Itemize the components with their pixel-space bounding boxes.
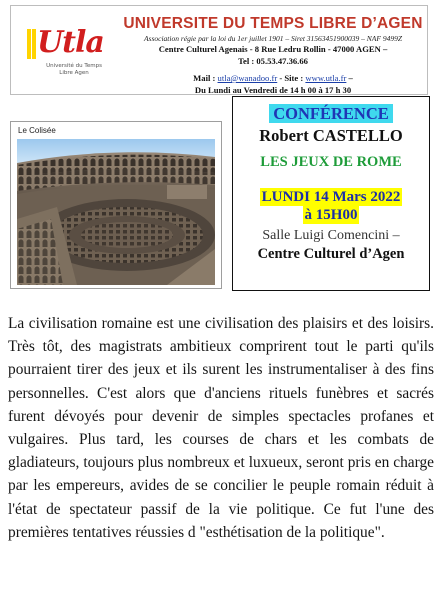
site-suffix: – bbox=[346, 73, 353, 83]
conference-title: LES JEUX DE ROME bbox=[260, 154, 402, 170]
conference-date: LUNDI 14 Mars 2022 bbox=[261, 189, 401, 205]
conference-box bbox=[232, 96, 430, 291]
description-paragraph: La civilisation romaine est une civilisation des plaisirs et des loisirs. Très tôt, des magistrats ambitieux comprirent tout le parti qu'ils pourraient tirer des jeux et ils surent les instrumentaliser à des fins personnelles. C'est alors que d'anciens rituels funèbres et sacrés furent dévoyés pour devenir de simples spectacles profanes et vulgaires. Plus tard, les courses de chars et les combats de gladiateurs, toujours plus nombreux et luxueux, seront pris en charge par les empereurs, avides de se concilier le peuple romain réduit à l'état de spectateur passif de la vie politique. Ce fut l'une des premières tentatives réussies d "esthétisation de la politique". bbox=[8, 315, 434, 541]
org-name: UNIVERSITE DU TEMPS LIBRE D’AGEN bbox=[123, 15, 423, 32]
speaker-name: Robert CASTELLO bbox=[259, 126, 403, 145]
photo-caption: Le Colisée bbox=[18, 126, 56, 135]
site-label: - Site : bbox=[277, 73, 306, 83]
mail-link[interactable]: utla@wanadoo.fr bbox=[217, 73, 278, 83]
org-address: Centre Culturel Agenais - 8 Rue Ledru Rollin - 47000 AGEN – bbox=[158, 44, 388, 54]
org-phone: Tel : 05.53.47.36.66 bbox=[238, 56, 308, 66]
org-hours: Du Lundi au Vendredi de 14 h 00 à 17 h 30 bbox=[194, 85, 352, 95]
site-link[interactable]: www.utla.fr bbox=[305, 73, 347, 83]
org-info bbox=[115, 15, 431, 96]
logo-subtitle: Université du Temps Libre Agen bbox=[46, 63, 102, 76]
header-box bbox=[10, 5, 428, 95]
conference-room: Salle Luigi Comencini – bbox=[262, 228, 400, 243]
mail-label: Mail : bbox=[193, 73, 216, 83]
conference-time: à 15H00 bbox=[304, 207, 358, 223]
conference-label: CONFÉRENCE bbox=[269, 104, 393, 123]
org-legal: Association régie par la loi du 1er juillet 1901 – Siret 31563451900039 – NAF 9499Z bbox=[143, 34, 403, 43]
logo-text: Utla bbox=[37, 25, 104, 60]
colosseum-photo bbox=[17, 139, 215, 285]
photo-box bbox=[10, 121, 222, 289]
org-contact bbox=[115, 72, 431, 84]
utla-logo bbox=[25, 15, 107, 83]
conference-venue: Centre Culturel d’Agen bbox=[257, 246, 405, 262]
